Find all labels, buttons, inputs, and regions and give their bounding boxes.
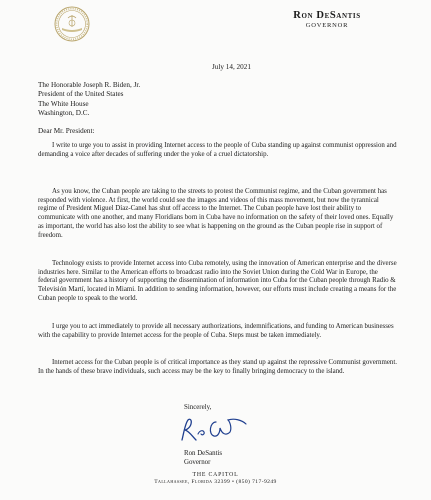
closing: Sincerely, <box>184 404 212 411</box>
recipient-line: Washington, D.C. <box>38 109 90 118</box>
florida-state-seal-icon <box>54 6 90 42</box>
body-paragraph: I urge you to act immediately to provide all necessary authorizations, indemnifications, and funding to American businesses with the capability to provide Internet access for the people of Cuba. Steps must be taken immediately. <box>38 323 394 339</box>
footer-capitol: THE CAPITOL <box>192 472 239 478</box>
governor-name: Ron DeSantis <box>293 10 361 21</box>
signer-name: Ron DeSantis <box>184 450 223 457</box>
recipient-line: President of the United States <box>38 90 124 99</box>
footer-address: Tallahassee, Florida 32399 • (850) 717-9249 <box>154 479 277 485</box>
body-paragraph: As you know, the Cuban people are taking to the streets to protest the Communist regime, and the Cuban government has responded with violence. At first, the world could see the images and videos of this mass movement, but now the tyrannical regime of President Miguel Díaz-Canel has shut off access to the Internet. The Cuban people have lost their ability to communicate with one another, and many Floridians born in Cuba have no information on the safety of their loved ones. Equally as important, the world has also lost the ability to see what is happening on the ground as the Cuban people rise in support of freedom. <box>38 188 394 239</box>
recipient-address <box>38 81 140 119</box>
signer-title: Governor <box>184 458 211 466</box>
letter-footer <box>0 472 431 485</box>
letter-date: July 14, 2021 <box>212 63 251 71</box>
letterhead <box>267 10 387 29</box>
body-paragraph: Internet access for the Cuban people is of critical importance as they stand up against the repressive Communist government. In the hands of these brave individuals, such access may be the key to finally bringing democracy to the island. <box>38 359 398 375</box>
salutation: Dear Mr. President: <box>38 127 95 135</box>
signature-block <box>184 450 222 467</box>
recipient-line: The Honorable Joseph R. Biden, Jr. <box>38 81 141 89</box>
governor-title: GOVERNOR <box>305 22 349 29</box>
handwritten-signature <box>176 414 254 444</box>
body-paragraph: Technology exists to provide Internet access into Cuba remotely, using the innovation of American enterprise and the diverse industries here. Similar to the American efforts to broadcast radio into the Soviet Union during the Cold War in Europe, the federal government has a history of supporting the dissemination of information into Cuba for the Cuban people through Radio & Televisión Martí, located in Miami. In addition to sending information, however, our efforts must include creating a means for the Cuban people to speak to the world. <box>38 260 397 302</box>
body-paragraph: I write to urge you to assist in providing Internet access to the people of Cuba standing up against communist oppression and demanding a voice after decades of suffering under the yoke of a cruel dictatorship. <box>38 142 397 158</box>
recipient-line: The White House <box>38 99 89 108</box>
